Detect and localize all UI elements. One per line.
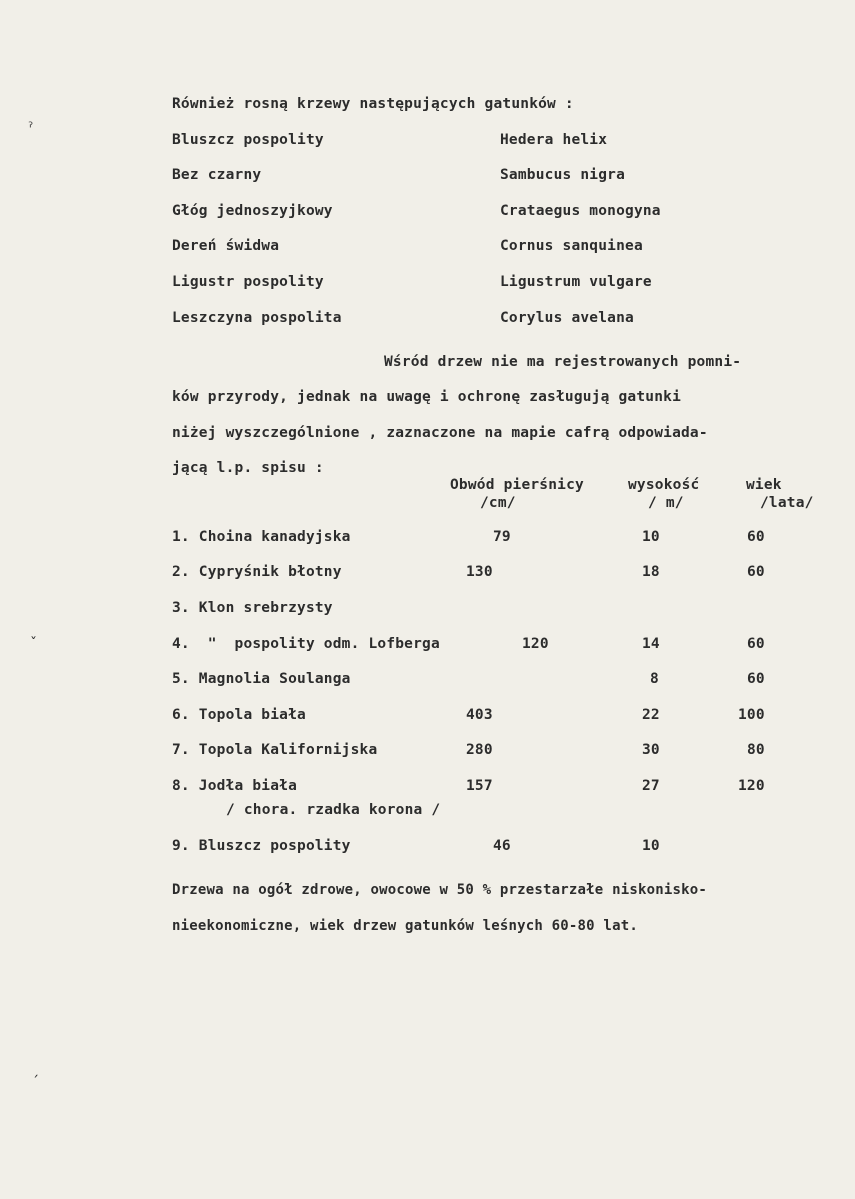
shrubs-intro: Również rosną krzewy następujących gatunków : xyxy=(172,96,574,112)
tree-row-age: 120 xyxy=(738,778,765,794)
tree-row-height: 8 xyxy=(650,671,659,687)
paragraph-line: ków przyrody, jednak na uwagę i ochronę zasługują gatunki xyxy=(172,389,681,405)
shrub-latin-name: Corylus avelana xyxy=(500,310,634,326)
paragraph-line: niżej wyszczególnione , zaznaczone na mapie cafrą odpowiada- xyxy=(172,425,708,441)
tree-row-height: 22 xyxy=(642,707,660,723)
column-unit-age: /lata/ xyxy=(760,495,814,511)
tree-row-age: 60 xyxy=(747,671,765,687)
tree-row-height: 30 xyxy=(642,742,660,758)
closing-line: nieekonomiczne, wiek drzew gatunków leśnych 60-80 lat. xyxy=(172,918,638,934)
tree-row-height: 10 xyxy=(642,838,660,854)
column-header-girth: Obwód pierśnicy xyxy=(450,477,584,493)
tree-row-girth: 403 xyxy=(466,707,493,723)
tree-row-name: 4. " pospolity odm. Lofberga xyxy=(172,636,440,652)
tree-row-girth: 79 xyxy=(493,529,511,545)
shrub-polish-name: Bluszcz pospolity xyxy=(172,132,324,148)
closing-line: Drzewa na ogół zdrowe, owocowe w 50 % przestarzałe niskonisko- xyxy=(172,882,707,898)
tree-row-name: 7. Topola Kalifornijska xyxy=(172,742,378,758)
paragraph-line: Wśród drzew nie ma rejestrowanych pomni- xyxy=(384,354,742,370)
paragraph-line: jącą l.p. spisu : xyxy=(172,460,324,476)
shrub-latin-name: Cornus sanquinea xyxy=(500,238,643,254)
tree-row-age: 60 xyxy=(747,564,765,580)
shrub-polish-name: Leszczyna pospolita xyxy=(172,310,342,326)
shrub-polish-name: Bez czarny xyxy=(172,167,262,183)
shrub-latin-name: Ligustrum vulgare xyxy=(500,274,652,290)
column-header-height: wysokość xyxy=(628,477,700,493)
tree-row-height: 27 xyxy=(642,778,660,794)
shrub-polish-name: Głóg jednoszyjkowy xyxy=(172,203,333,219)
tree-row-age: 60 xyxy=(747,529,765,545)
tree-row-name: 1. Choina kanadyjska xyxy=(172,529,351,545)
shrub-latin-name: Crataegus monogyna xyxy=(500,203,661,219)
column-header-age: wiek xyxy=(746,477,782,493)
tree-row-age: 100 xyxy=(738,707,765,723)
tree-row-girth: 130 xyxy=(466,564,493,580)
tree-row-name: 8. Jodła biała xyxy=(172,778,298,794)
tree-row-age: 80 xyxy=(747,742,765,758)
tree-row-name: 5. Magnolia Soulanga xyxy=(172,671,351,687)
tree-row-age: 60 xyxy=(747,636,765,652)
tree-row-girth: 46 xyxy=(493,838,511,854)
tree-row-girth: 280 xyxy=(466,742,493,758)
shrub-latin-name: Hedera helix xyxy=(500,132,608,148)
tree-row-girth: 157 xyxy=(466,778,493,794)
margin-tick-mark: ˀ xyxy=(28,120,34,136)
column-unit-girth: /cm/ xyxy=(480,495,516,511)
tree-row-height: 18 xyxy=(642,564,660,580)
margin-tick-mark: ˇ xyxy=(30,636,37,652)
shrub-polish-name: Dereń świdwa xyxy=(172,238,280,254)
tree-row-name: 3. Klon srebrzysty xyxy=(172,600,333,616)
tree-row-name: 6. Topola biała xyxy=(172,707,306,723)
tree-row-height: 14 xyxy=(642,636,660,652)
tree-row-name: 2. Cypryśnik błotny xyxy=(172,564,342,580)
shrub-polish-name: Ligustr pospolity xyxy=(172,274,324,290)
tree-row-name: 9. Bluszcz pospolity xyxy=(172,838,351,854)
margin-tick-mark: ˏ xyxy=(32,1062,39,1078)
shrub-latin-name: Sambucus nigra xyxy=(500,167,626,183)
tree-row-girth: 120 xyxy=(522,636,549,652)
tree-row-height: 10 xyxy=(642,529,660,545)
column-unit-height: / m/ xyxy=(648,495,684,511)
tree-row-note: / chora. rzadka korona / xyxy=(226,802,441,818)
